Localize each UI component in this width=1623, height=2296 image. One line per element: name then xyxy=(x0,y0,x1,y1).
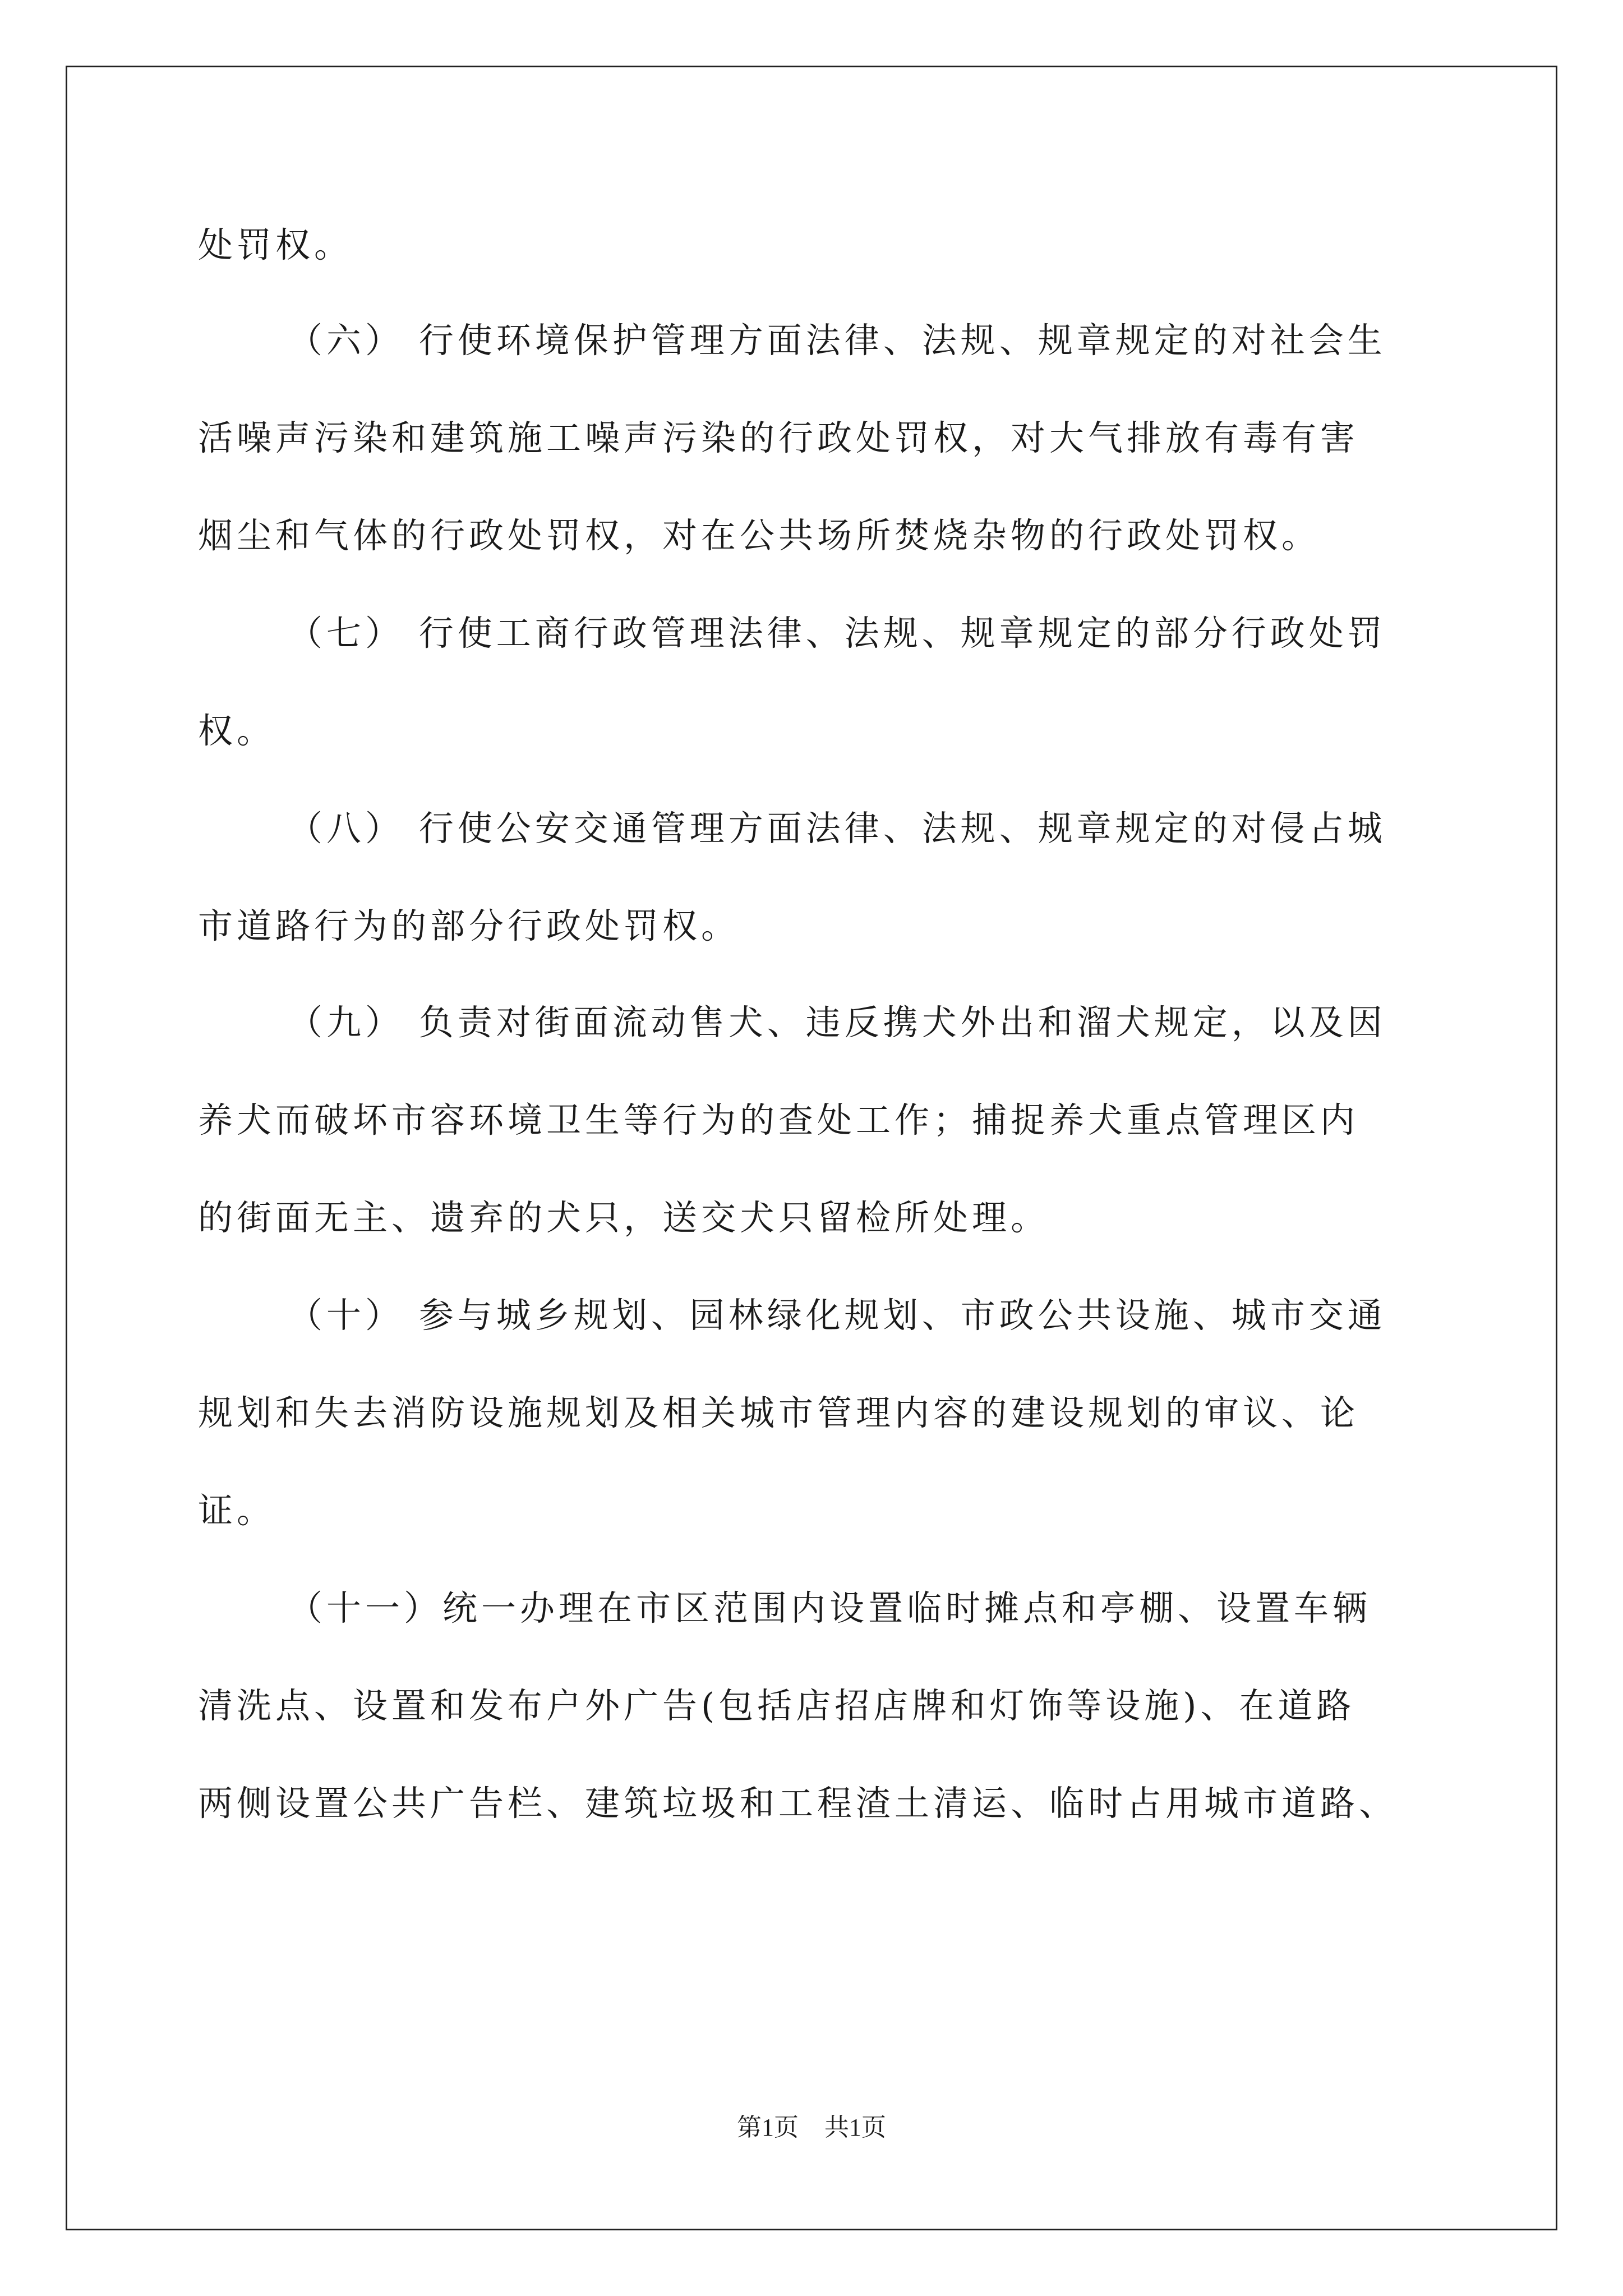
text-line: 市道路行为的部分行政处罚权。 xyxy=(198,905,740,946)
page-number: 第1页 xyxy=(737,2114,799,2141)
text-line: 活噪声污染和建筑施工噪声污染的行政处罚权，对大气排放有毒有害 xyxy=(198,417,1359,458)
text-line: （十一）统一办理在市区范围内设置临时摊点和亭棚、设置车辆 xyxy=(288,1588,1372,1628)
text-line: （十） 参与城乡规划、园林绿化规划、市政公共设施、城市交通 xyxy=(288,1295,1386,1336)
page-total: 共1页 xyxy=(824,2114,886,2141)
text-line: 清洗点、设置和发布户外广告(包括店招店牌和灯饰等设施)、在道路 xyxy=(198,1685,1355,1726)
text-line: 规划和失去消防设施规划及相关城市管理内容的建设规划的审议、论 xyxy=(198,1392,1359,1433)
text-line: 权。 xyxy=(198,710,276,751)
text-line: （七） 行使工商行政管理法律、法规、规章规定的部分行政处罚 xyxy=(288,613,1386,654)
text-line: 处罚权。 xyxy=(198,224,353,265)
text-line: 证。 xyxy=(198,1490,276,1531)
text-line: （八） 行使公安交通管理方面法律、法规、规章规定的对侵占城 xyxy=(288,808,1386,849)
text-line: 两侧设置公共广告栏、建筑垃圾和工程渣土清运、临时占用城市道路、 xyxy=(198,1783,1398,1824)
page-footer xyxy=(0,2112,1623,2143)
page-border xyxy=(66,66,1557,2230)
text-line: （九） 负责对街面流动售犬、违反携犬外出和溜犬规定，以及因 xyxy=(288,1002,1386,1043)
text-line: 烟尘和气体的行政处罚权，对在公共场所焚烧杂物的行政处罚权。 xyxy=(198,515,1321,556)
text-line: （六） 行使环境保护管理方面法律、法规、规章规定的对社会生 xyxy=(288,320,1386,361)
text-line: 养犬而破坏市容环境卫生等行为的查处工作；捕捉养犬重点管理区内 xyxy=(198,1099,1359,1140)
text-line: 的街面无主、遗弃的犬只，送交犬只留检所处理。 xyxy=(198,1197,1050,1238)
